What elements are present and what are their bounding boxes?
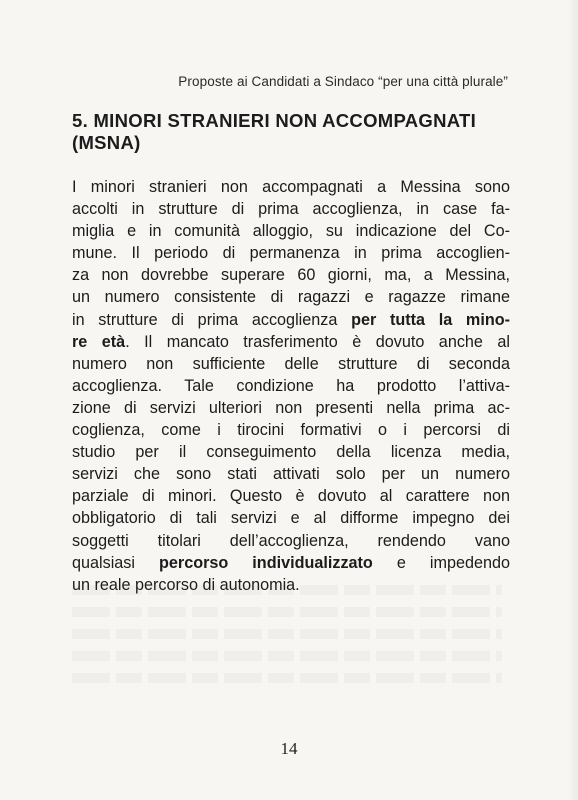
text-segment: numero non sufficiente delle strutture di seconda: [72, 354, 510, 373]
body-line: [72, 331, 510, 353]
page-number: 14: [280, 739, 298, 758]
bold-text: percorso individualizzato: [159, 553, 373, 572]
running-header: Proposte ai Candidati a Sindaco “per una città plurale”: [178, 74, 508, 89]
body-line: [72, 485, 510, 507]
bold-text: per tutta la mino-: [351, 310, 510, 329]
body-line: [72, 198, 510, 220]
bold-text: re età: [72, 332, 126, 351]
text-segment: . Il mancato trasferimento è dovuto anche al: [125, 332, 510, 351]
bleed-through-text: [72, 585, 502, 595]
bleed-through-text: [72, 651, 502, 661]
text-segment: mune. Il periodo di permanenza in prima accoglien-: [72, 244, 510, 263]
body-line: [72, 375, 510, 397]
text-segment: in strutture di prima accoglienza: [72, 310, 352, 329]
text-segment: accoglienza. Tale condizione ha prodotto l’attiva-: [72, 376, 510, 395]
text-segment: e impedendo: [372, 553, 510, 572]
body-line: [72, 353, 510, 375]
text-segment: soggetti titolari dell’accoglienza, rendendo vano: [72, 531, 510, 550]
text-segment: un reale percorso di autonomia.: [72, 575, 300, 594]
body-line: [72, 552, 510, 574]
body-line: [72, 463, 510, 485]
bleed-through-text: [72, 607, 502, 617]
text-segment: accolti in strutture di prima accoglienza, in case fa-: [72, 200, 510, 219]
page-edge-shadow: [568, 0, 578, 800]
text-segment: studio per il conseguimento della licenza media,: [72, 443, 510, 462]
text-segment: I minori stranieri non accompagnati a Messina sono: [72, 178, 510, 196]
body-line: [72, 220, 510, 242]
bleed-through-text: [72, 673, 502, 683]
body-line: [72, 530, 510, 552]
body-paragraph: [72, 176, 510, 596]
body-line: [72, 242, 510, 264]
body-line: [72, 264, 510, 286]
text-segment: miglia e in comunità alloggio, su indicazione del Co-: [72, 222, 510, 241]
text-segment: zione di servizi ulteriori non presenti nella prima ac-: [72, 398, 510, 417]
body-line: [72, 176, 510, 198]
text-segment: coglienza, come i tirocini formativi o i percorsi di: [72, 421, 510, 440]
body-line: [72, 507, 510, 529]
body-line: [72, 286, 510, 308]
bleed-through-text: [72, 629, 502, 639]
text-segment: obbligatorio di tali servizi e al difforme impegno dei: [72, 509, 510, 528]
text-segment: parziale di minori. Questo è dovuto al carattere non: [72, 487, 510, 506]
body-line: [72, 419, 510, 441]
text-segment: un numero consistente di ragazzi e ragazze rimane: [72, 288, 510, 307]
body-line: [72, 441, 510, 463]
body-line: [72, 397, 510, 419]
section-title: 5. MINORI STRANIERI NON ACCOMPAGNATI (MSNA): [72, 110, 477, 153]
body-line: [72, 309, 510, 331]
text-segment: za non dovrebbe superare 60 giorni, ma, a Messina,: [72, 266, 510, 285]
text-segment: servizi che sono stati attivati solo per un numero: [72, 465, 510, 484]
text-segment: qualsiasi: [72, 553, 160, 572]
